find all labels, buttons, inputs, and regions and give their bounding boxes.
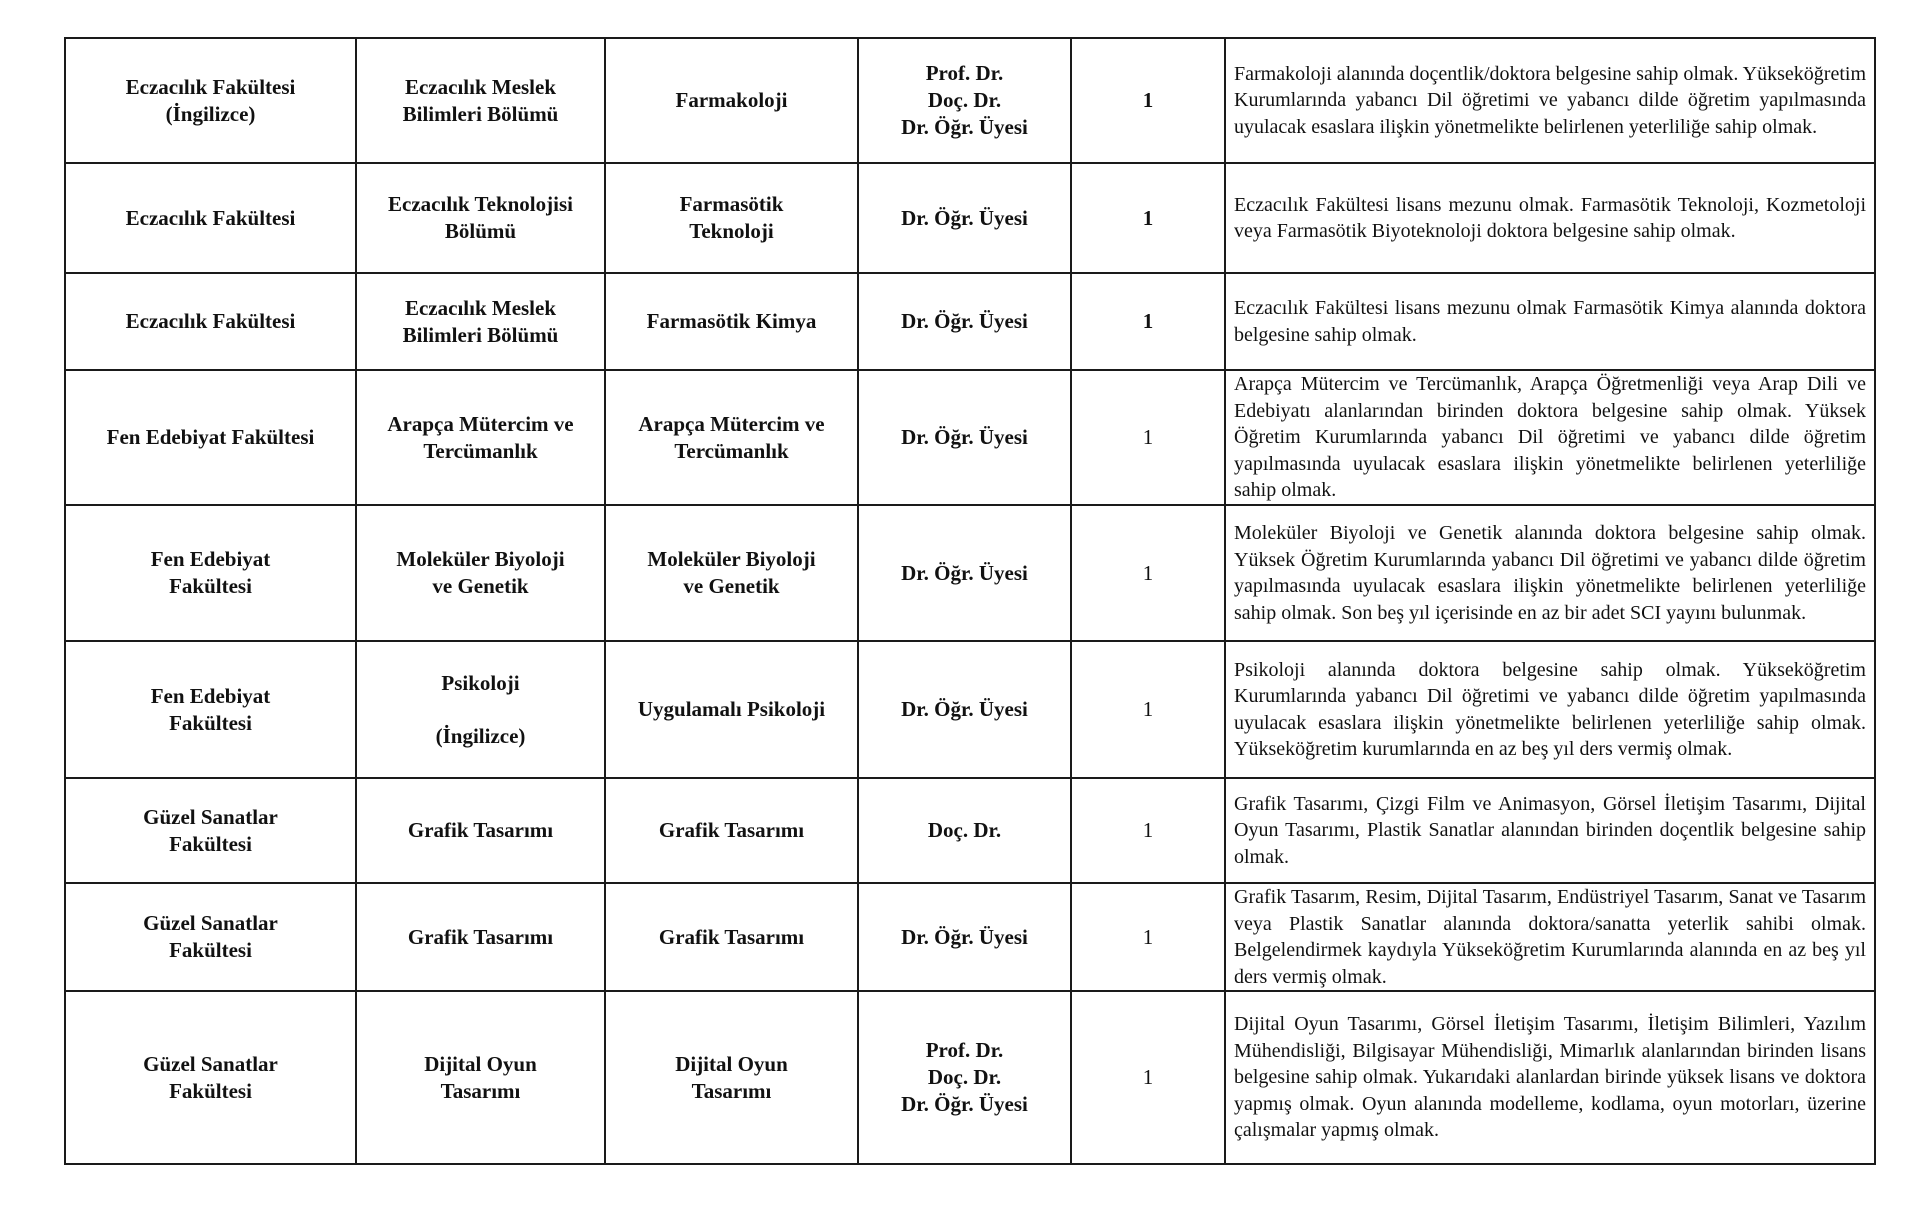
cell-line: Fakültesi (169, 831, 252, 856)
table-body (65, 38, 1875, 1164)
cell-line: Eczacılık Meslek (404, 295, 557, 320)
cell-line: Farmasötik Kimya (646, 309, 817, 333)
cell-line: Fakültesi (169, 1078, 252, 1103)
faculty-cell (65, 641, 356, 778)
cell-line: Eczacılık Fakültesi (125, 309, 296, 333)
cell-line: Dr. Öğr. Üyesi (901, 560, 1028, 585)
title-cell (858, 641, 1071, 778)
faculty-positions-table (64, 37, 1876, 1165)
title-cell (858, 163, 1071, 273)
count-cell: 1 (1071, 883, 1225, 991)
faculty-cell (65, 273, 356, 370)
cell-line: Güzel Sanatlar (143, 1051, 278, 1076)
cell-line: Arapça Mütercim ve (638, 411, 825, 436)
cell-line: Moleküler Biyoloji (396, 547, 565, 571)
requirements-cell: Psikoloji alanında doktora belgesine sahip olmak. Yükseköğretim Kurumlarında yabancı Dil öğretimi ve yabancı dilde öğretim yapılmasında uyulacak esaslara ilişkin yönetmelikte belirlenen yeterliliğe sahip olmak. Yükseköğretim kurumlarında en az beş yıl ders vermiş olmak. (1225, 641, 1875, 778)
table-row (65, 273, 1875, 370)
department-cell (356, 163, 605, 273)
title-cell (858, 505, 1071, 641)
cell-line: Bilimleri Bölümü (402, 322, 559, 347)
faculty-cell (65, 163, 356, 273)
cell-line: (İngilizce) (165, 101, 256, 126)
cell-line: Grafik Tasarımı (407, 924, 554, 949)
department-cell (356, 641, 605, 778)
cell-line: Fen Edebiyat (150, 547, 271, 571)
faculty-cell (65, 883, 356, 991)
cell-line: Eczacılık Fakültesi (125, 205, 296, 230)
department-cell (356, 273, 605, 370)
cell-line: Moleküler Biyoloji (647, 547, 816, 571)
table-row (65, 641, 1875, 778)
title-cell (858, 778, 1071, 883)
cell-line: Dijital Oyun (424, 1051, 537, 1076)
requirements-cell: Grafik Tasarım, Resim, Dijital Tasarım, Endüstriyel Tasarım, Sanat ve Tasarım veya Plastik Sanatlar alanında doktora/sanatta yeterlik sahibi olmak. Belgelendirmek kaydıyla Yükseköğretim Kurumlarında alanında en az beş yıl ders vermiş olmak. (1225, 883, 1875, 991)
cell-line: Dijital Oyun (675, 1051, 788, 1076)
table-row (65, 38, 1875, 163)
table-row (65, 163, 1875, 273)
cell-line: Eczacılık Teknolojisi (388, 192, 573, 216)
program-cell (605, 273, 858, 370)
cell-line: Uygulamalı Psikoloji (637, 697, 826, 721)
department-cell (356, 505, 605, 641)
requirements-cell: Moleküler Biyoloji ve Genetik alanında doktora belgesine sahip olmak. Yüksek Öğretim Kurumlarında yabancı Dil öğretimi ve yabancı dilde öğretim yapılmasında uyulacak esaslara ilişkin yönetmelikte belirlenen yeterliliğe sahip olmak. Son beş yıl içerisinde en az bir adet SCI yayını bulunmak. (1225, 505, 1875, 641)
cell-line: Grafik Tasarımı (407, 818, 554, 842)
department-cell (356, 991, 605, 1164)
cell-line: Prof. Dr. (925, 61, 1004, 85)
cell-line: Fen Edebiyat (150, 683, 271, 708)
cell-line: Doç. Dr. (927, 88, 1002, 112)
cell-line: Tasarımı (691, 1078, 772, 1103)
cell-line: Farmasötik (679, 192, 784, 216)
cell-line: Dr. Öğr. Üyesi (901, 697, 1028, 721)
cell-line: Fen Edebiyat Fakültesi (106, 425, 315, 449)
cell-line: Doç. Dr. (927, 1065, 1002, 1089)
count-cell: 1 (1071, 273, 1225, 370)
count-cell: 1 (1071, 641, 1225, 778)
cell-line: Prof. Dr. (925, 1038, 1004, 1062)
cell-line: Dr. Öğr. Üyesi (901, 1092, 1028, 1116)
requirements-cell: Arapça Mütercim ve Tercümanlık, Arapça Öğretmenliği veya Arap Dili ve Edebiyatı alanlarından birinden doktora belgesine sahip olmak. Yüksek Öğretim Kurumlarında yabancı Dil öğretimi ve yabancı dilde öğretim yapılmasında uyulacak esaslara ilişkin yönetmelikte belirlenen yeterliliğe sahip olmak. (1225, 370, 1875, 505)
cell-line: Bölümü (444, 219, 517, 243)
count-cell: 1 (1071, 778, 1225, 883)
faculty-cell (65, 38, 356, 163)
title-cell (858, 991, 1071, 1164)
program-cell (605, 991, 858, 1164)
cell-line: Psikoloji (441, 670, 520, 695)
program-cell (605, 370, 858, 505)
cell-line: Fakültesi (169, 710, 252, 735)
cell-line: Bilimleri Bölümü (402, 101, 559, 126)
program-cell (605, 505, 858, 641)
program-cell (605, 641, 858, 778)
count-cell: 1 (1071, 163, 1225, 273)
table-row (65, 883, 1875, 991)
count-cell: 1 (1071, 505, 1225, 641)
cell-line: ve Genetik (432, 574, 529, 598)
table-row (65, 505, 1875, 641)
program-cell (605, 883, 858, 991)
cell-line: ve Genetik (683, 574, 780, 598)
cell-line: Dr. Öğr. Üyesi (901, 425, 1028, 449)
cell-line: Eczacılık Meslek (404, 74, 557, 99)
cell-line: Eczacılık Fakültesi (125, 74, 296, 99)
cell-line: Doç. Dr. (927, 818, 1002, 842)
title-cell (858, 38, 1071, 163)
cell-line: Güzel Sanatlar (143, 911, 278, 935)
faculty-cell (65, 370, 356, 505)
requirements-cell: Eczacılık Fakültesi lisans mezunu olmak Farmasötik Kimya alanında doktora belgesine sahip olmak. (1225, 273, 1875, 370)
requirements-cell: Farmakoloji alanında doçentlik/doktora belgesine sahip olmak. Yükseköğretim Kurumlarında yabancı Dil öğretimi ve yabancı dilde öğretim yapılmasında uyulacak esaslara ilişkin yönetmelikte belirlenen yeterliliğe sahip olmak. (1225, 38, 1875, 163)
cell-line: Dr. Öğr. Üyesi (901, 115, 1028, 139)
title-cell (858, 883, 1071, 991)
cell-line: Fakültesi (169, 938, 252, 962)
faculty-cell (65, 991, 356, 1164)
faculty-cell (65, 505, 356, 641)
title-cell (858, 273, 1071, 370)
requirements-cell: Eczacılık Fakültesi lisans mezunu olmak. Farmasötik Teknoloji, Kozmetoloji veya Farmasötik Biyoteknoloji doktora belgesine sahip olmak. (1225, 163, 1875, 273)
title-cell (858, 370, 1071, 505)
cell-line: Teknoloji (689, 219, 774, 243)
table-row (65, 991, 1875, 1164)
cell-line: Arapça Mütercim ve (387, 411, 574, 436)
requirements-cell: Grafik Tasarımı, Çizgi Film ve Animasyon, Görsel İletişim Tasarımı, Dijital Oyun Tasarımı, Plastik Sanatlar alanından birinden doçentlik belgesine sahip olmak. (1225, 778, 1875, 883)
count-cell: 1 (1071, 38, 1225, 163)
cell-line: Tercümanlık (423, 438, 538, 463)
program-cell (605, 38, 858, 163)
count-cell: 1 (1071, 991, 1225, 1164)
cell-line: (İngilizce) (435, 723, 526, 748)
requirements-cell: Dijital Oyun Tasarımı, Görsel İletişim Tasarımı, İletişim Bilimleri, Yazılım Mühendisliği, Bilgisayar Mühendisliği, Mimarlık alanlarından birinden lisans belgesine sahip olmak. Yukarıdaki alanlardan birinde yüksek lisans ve doktora yapmış olmak. Oyun alanında modelleme, kodlama, oyun motorları, üzerine çalışmalar yapmış olmak. (1225, 991, 1875, 1164)
cell-line: Grafik Tasarımı (658, 924, 805, 949)
table-row (65, 778, 1875, 883)
cell-line: Dr. Öğr. Üyesi (901, 205, 1028, 230)
cell-line (365, 697, 596, 723)
cell-line: Güzel Sanatlar (143, 804, 278, 829)
cell-line: Tasarımı (440, 1078, 521, 1103)
cell-line: Dr. Öğr. Üyesi (901, 924, 1028, 949)
department-cell (356, 778, 605, 883)
cell-line: Fakültesi (169, 574, 252, 598)
count-cell: 1 (1071, 370, 1225, 505)
cell-line: Grafik Tasarımı (658, 818, 805, 842)
program-cell (605, 778, 858, 883)
department-cell (356, 883, 605, 991)
cell-line: Farmakoloji (675, 88, 788, 112)
table-row (65, 370, 1875, 505)
faculty-cell (65, 778, 356, 883)
department-cell (356, 370, 605, 505)
program-cell (605, 163, 858, 273)
department-cell (356, 38, 605, 163)
cell-line: Tercümanlık (674, 438, 789, 463)
cell-line: Dr. Öğr. Üyesi (901, 309, 1028, 333)
